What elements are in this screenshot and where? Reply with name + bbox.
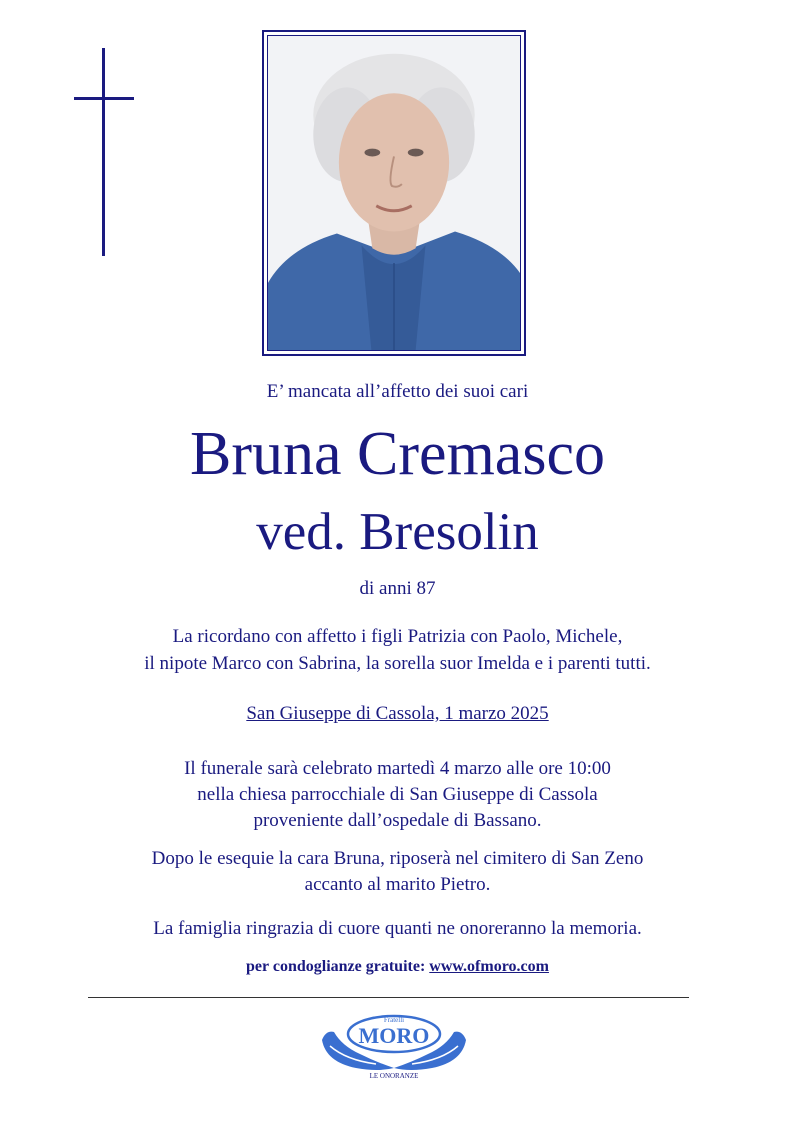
cross-icon	[74, 48, 134, 256]
fratelli-moro-logo	[316, 1010, 472, 1082]
divider	[88, 997, 689, 998]
widow-of-name: ved. Bresolin	[256, 503, 539, 561]
funeral-text	[0, 756, 795, 834]
family-line: La ricordano con affetto i figli Patrizia con Paolo, Michele,	[172, 626, 623, 647]
condolences-link[interactable]: www.ofmoro.com	[429, 958, 549, 975]
deceased-name: Bruna Cremasco	[190, 420, 605, 488]
burial-line: accanto al marito Pietro.	[304, 874, 491, 895]
condolences-label: per condoglianze gratuite:	[246, 958, 430, 975]
family-text	[0, 623, 795, 677]
logo-main-text: MORO	[358, 1023, 430, 1048]
thanks-text: La famiglia ringrazia di cuore quanti ne onoreranno la memoria.	[153, 918, 642, 939]
funeral-line: Il funerale sarà celebrato martedì 4 marzo alle ore 10:00	[184, 758, 611, 779]
portrait-photo	[267, 35, 521, 351]
funeral-line: nella chiesa parrocchiale di San Giuseppe di Cassola	[197, 784, 598, 805]
burial-text	[0, 846, 795, 898]
place-date-text: San Giuseppe di Cassola, 1 marzo 2025	[246, 703, 549, 724]
age-text: di anni 87	[359, 578, 436, 599]
logo-top-text: Fratelli	[383, 1016, 405, 1024]
burial-line: Dopo le esequie la cara Bruna, riposerà nel cimitero di San Zeno	[151, 848, 644, 869]
condolences-line	[0, 958, 795, 976]
intro-text: E’ mancata all’affetto dei suoi cari	[266, 381, 529, 402]
logo-bottom-text: LE ONORANZE	[369, 1072, 419, 1080]
place-date	[0, 703, 795, 725]
portrait-photo-frame	[262, 30, 526, 356]
family-line: il nipote Marco con Sabrina, la sorella suor Imelda e i parenti tutti.	[144, 653, 651, 674]
funeral-line: proveniente dall’ospedale di Bassano.	[253, 810, 542, 831]
